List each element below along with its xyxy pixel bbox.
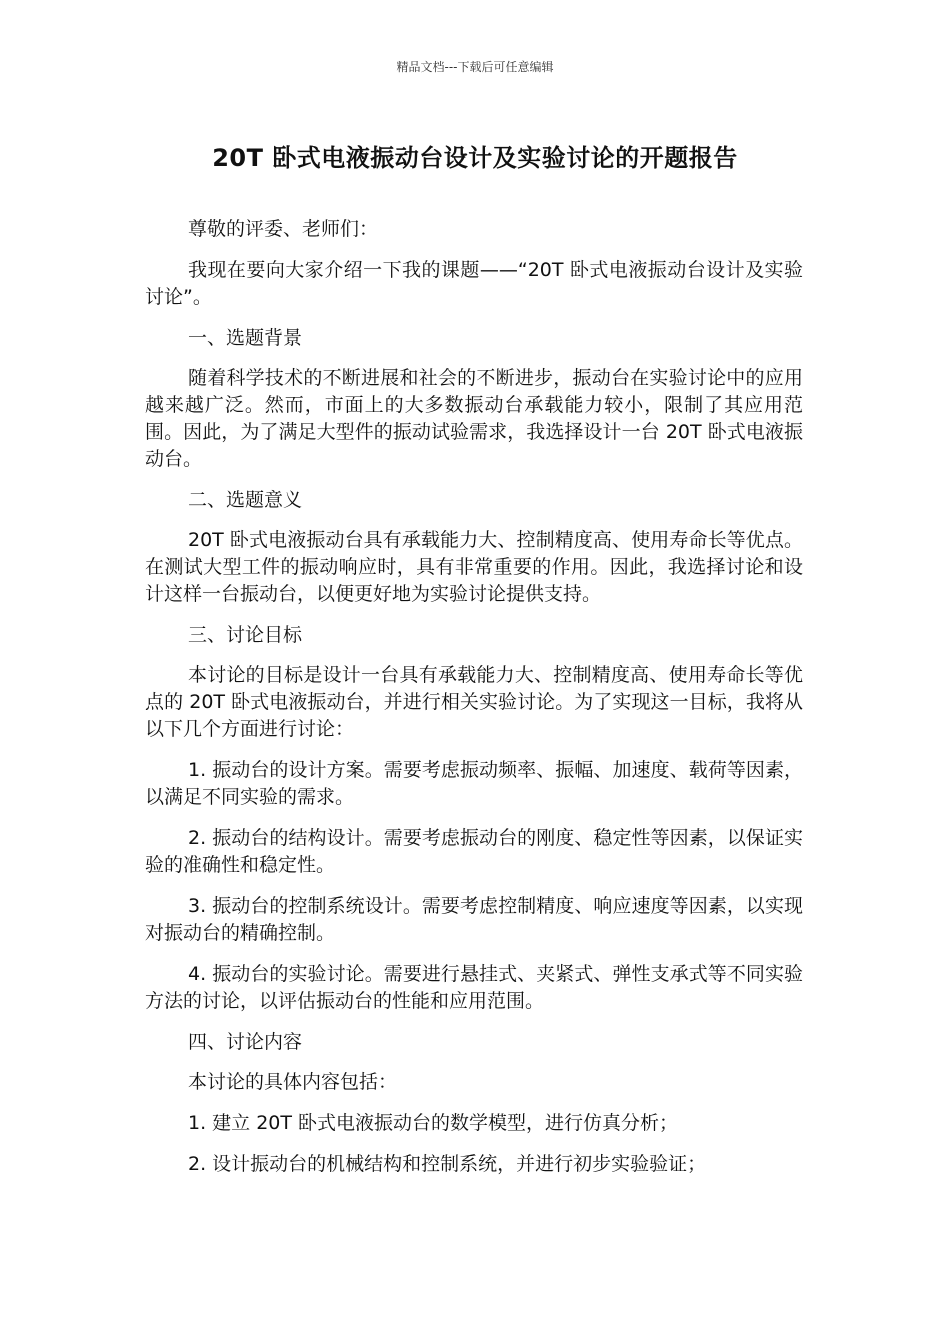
section-heading-content: 四、讨论内容	[188, 1031, 303, 1053]
goal-item-2: 2. 振动台的结构设计。需要考虑振动台的刚度、稳定性等因素，以保证实验的准确性和稳定性。	[145, 827, 803, 876]
section-heading-background: 一、选题背景	[188, 327, 303, 349]
content-item-2: 2. 设计振动台的机械结构和控制系统，并进行初步实验验证；	[188, 1153, 707, 1175]
goal-item-3: 3. 振动台的控制系统设计。需要考虑控制精度、响应速度等因素，以实现对振动台的精确控制。	[145, 895, 803, 944]
intro-paragraph: 我现在要向大家介绍一下我的课题——“20T 卧式电液振动台设计及实验讨论”。	[145, 259, 803, 308]
background-paragraph: 随着科学技术的不断进展和社会的不断进步，振动台在实验讨论中的应用越来越广泛。然而，市面上的大多数振动台承载能力较小，限制了其应用范围。因此，为了满足大型件的振动试验需求，我选择设计一台 20T 卧式电液振动台。	[145, 367, 803, 470]
goal-item-1: 1. 振动台的设计方案。需要考虑振动频率、振幅、加速度、载荷等因素，以满足不同实验的需求。	[145, 759, 803, 808]
content-item-1: 1. 建立 20T 卧式电液振动台的数学模型，进行仿真分析；	[188, 1112, 679, 1134]
header-note: 精品文档---下载后可任意编辑	[396, 60, 554, 74]
section-heading-significance: 二、选题意义	[188, 489, 303, 511]
goals-paragraph: 本讨论的目标是设计一台具有承载能力大、控制精度高、使用寿命长等优点的 20T 卧式电液振动台，并进行相关实验讨论。为了实现这一目标，我将从以下几个方面进行讨论：	[145, 664, 803, 740]
document-body	[145, 216, 803, 1192]
content-intro: 本讨论的具体内容包括：	[188, 1071, 398, 1093]
document-title: 20T 卧式电液振动台设计及实验讨论的开题报告	[212, 144, 738, 172]
salutation: 尊敬的评委、老师们：	[188, 218, 379, 240]
significance-paragraph: 20T 卧式电液振动台具有承载能力大、控制精度高、使用寿命长等优点。在测试大型工件的振动响应时，具有非常重要的作用。因此，我选择讨论和设计这样一台振动台，以便更好地为实验讨论提供支持。	[145, 529, 803, 605]
goal-item-4: 4. 振动台的实验讨论。需要进行悬挂式、夹紧式、弹性支承式等不同实验方法的讨论，以评估振动台的性能和应用范围。	[145, 963, 803, 1012]
section-heading-goals: 三、讨论目标	[188, 624, 303, 646]
